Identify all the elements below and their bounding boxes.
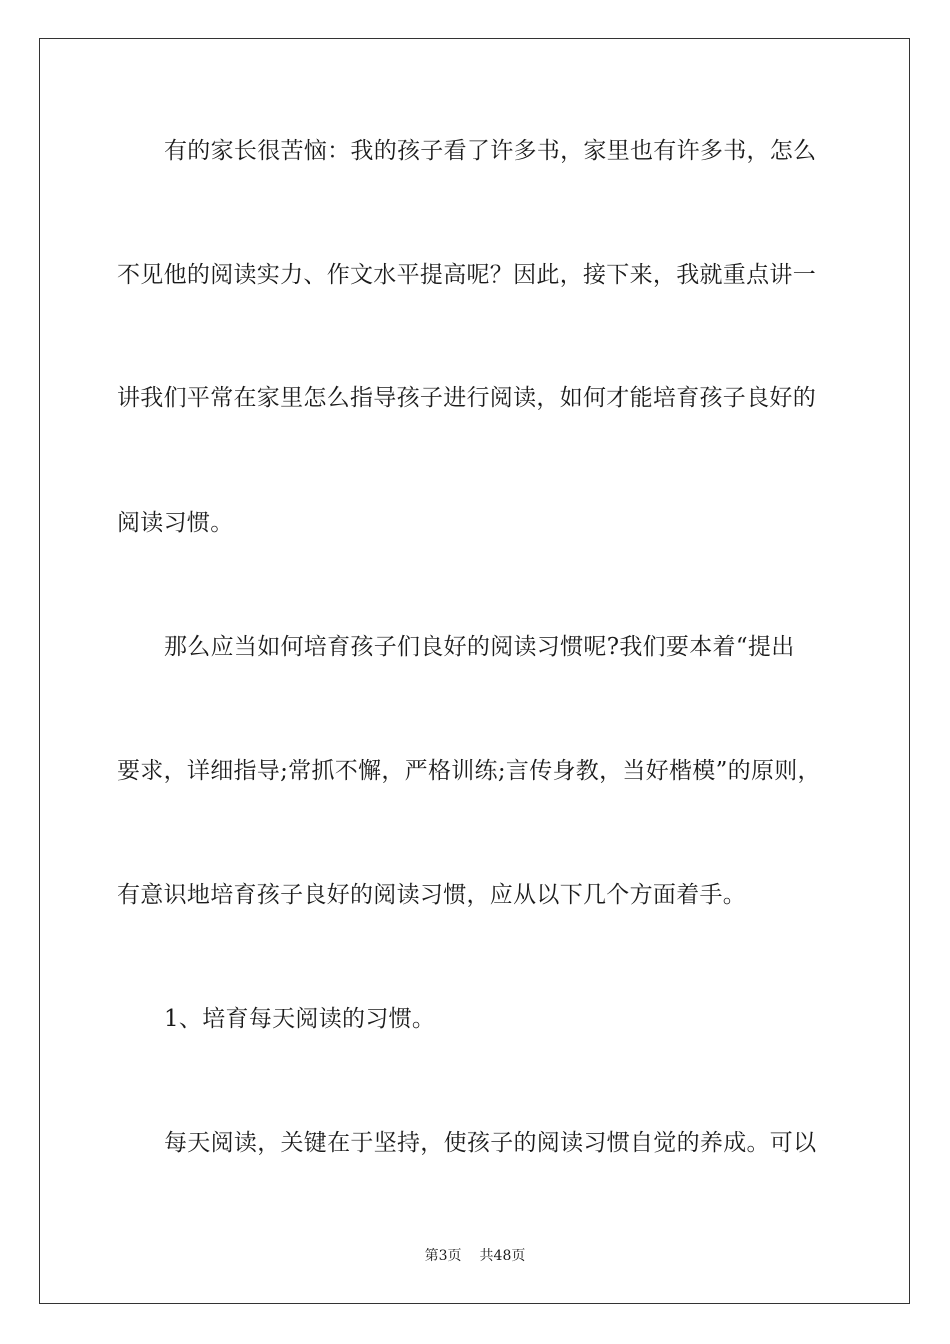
page-footer — [0, 1247, 950, 1265]
page-border — [39, 38, 910, 1304]
page-number-total: 共48页 — [479, 1248, 526, 1264]
paragraph-line: 有的家长很苦恼：我的孩子看了许多书，家里也有许多书，怎么 — [164, 138, 817, 164]
paragraph-line: 有意识地培育孩子良好的阅读习惯，应从以下几个方面着手。 — [117, 882, 747, 908]
paragraph-line: 不见他的阅读实力、作文水平提高呢？因此，接下来，我就重点讲一 — [117, 262, 816, 288]
paragraph-line: 讲我们平常在家里怎么指导孩子进行阅读，如何才能培育孩子良好的 — [117, 385, 816, 411]
list-item-heading: 1、培育每天阅读的习惯。 — [164, 1006, 436, 1032]
page-number-current: 第3页 — [424, 1248, 462, 1264]
paragraph-line: 每天阅读，关键在于坚持，使孩子的阅读习惯自觉的养成。可以 — [164, 1130, 817, 1156]
paragraph-line: 阅读习惯。 — [117, 510, 234, 536]
paragraph-line: 那么应当如何培育孩子们良好的阅读习惯呢?我们要本着“提出 — [164, 634, 795, 660]
paragraph-line: 要求，详细指导;常抓不懈，严格训练;言传身教，当好楷模”的原则， — [117, 758, 821, 784]
